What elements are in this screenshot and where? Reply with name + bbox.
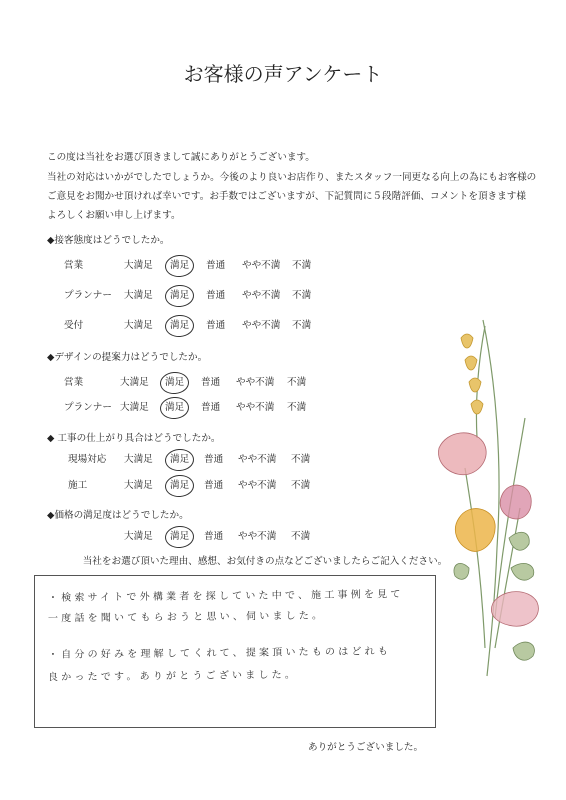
option-dissatisfied[interactable]: 不満 [292, 320, 312, 331]
row-label: 営業 [64, 260, 84, 271]
option-dissatisfied[interactable]: 不満 [287, 402, 307, 413]
intro-line-2: 当社の対応はいかがでしたでしょうか。今後のより良いお店作り、またスタッフ一同更なる向上の為にもお客様の [47, 172, 537, 183]
option-somewhat-dissatisfied[interactable]: やや不満 [242, 320, 281, 331]
option-dissatisfied[interactable]: 不満 [291, 454, 311, 465]
comment-line-1: ・検索サイトで外構業者を探していた中で、施工事例を見て [47, 589, 404, 604]
row-label: 現場対応 [68, 454, 107, 465]
section-heading-price: ◆価格の満足度はどうでしたか。 [47, 510, 189, 521]
option-very-satisfied[interactable]: 大満足 [120, 402, 149, 413]
option-satisfied[interactable]: 満足 [170, 478, 189, 494]
comment-prompt: 当社をお選び頂いた理由、感想、お気付きの点などございましたらご記入ください。 [82, 556, 448, 567]
rating-row [0, 288, 566, 306]
option-somewhat-dissatisfied[interactable]: やや不満 [242, 260, 281, 271]
option-very-satisfied[interactable]: 大満足 [120, 377, 149, 388]
option-very-satisfied[interactable]: 大満足 [124, 531, 153, 542]
section-heading-design: ◆デザインの提案力はどうでしたか。 [47, 352, 208, 363]
option-satisfied[interactable]: 満足 [170, 529, 189, 545]
option-very-satisfied[interactable]: 大満足 [124, 320, 153, 331]
option-somewhat-dissatisfied[interactable]: やや不満 [238, 454, 277, 465]
row-label: プランナー [64, 402, 112, 413]
option-very-satisfied[interactable]: 大満足 [124, 260, 153, 271]
option-neutral[interactable]: 普通 [204, 480, 224, 491]
option-neutral[interactable]: 普通 [206, 320, 226, 331]
option-very-satisfied[interactable]: 大満足 [124, 454, 153, 465]
section-heading-construction: ◆ 工事の仕上がり具合はどうでしたか。 [47, 433, 221, 444]
flower-illustration [425, 318, 565, 678]
option-somewhat-dissatisfied[interactable]: やや不満 [236, 377, 275, 388]
option-neutral[interactable]: 普通 [201, 402, 221, 413]
option-satisfied[interactable]: 満足 [170, 288, 189, 304]
row-label: 受付 [64, 320, 84, 331]
option-satisfied[interactable]: 満足 [165, 375, 184, 391]
option-somewhat-dissatisfied[interactable]: やや不満 [242, 290, 281, 301]
row-label: 営業 [64, 377, 84, 388]
comment-line-4: 良かったです。ありがとうございました。 [47, 669, 299, 684]
option-very-satisfied[interactable]: 大満足 [124, 290, 153, 301]
option-dissatisfied[interactable]: 不満 [292, 260, 312, 271]
option-dissatisfied[interactable]: 不満 [291, 480, 311, 491]
option-neutral[interactable]: 普通 [201, 377, 221, 388]
option-dissatisfied[interactable]: 不満 [291, 531, 311, 542]
option-satisfied[interactable]: 満足 [170, 452, 189, 468]
intro-line-4: よろしくお願い申し上げます。 [47, 210, 181, 221]
option-neutral[interactable]: 普通 [204, 454, 224, 465]
option-very-satisfied[interactable]: 大満足 [124, 480, 153, 491]
rating-row [0, 258, 566, 276]
option-neutral[interactable]: 普通 [204, 531, 224, 542]
option-dissatisfied[interactable]: 不満 [292, 290, 312, 301]
option-somewhat-dissatisfied[interactable]: やや不満 [238, 480, 277, 491]
intro-line-1: この度は当社をお選び頂きまして誠にありがとうございます。 [47, 152, 315, 163]
row-label: 施工 [68, 480, 88, 491]
option-neutral[interactable]: 普通 [206, 260, 226, 271]
option-satisfied[interactable]: 満足 [170, 258, 189, 274]
closing-text: ありがとうございました。 [308, 742, 424, 753]
comment-line-3: ・自分の好みを理解してくれて、提案頂いたものはどれも [47, 646, 392, 661]
option-neutral[interactable]: 普通 [206, 290, 226, 301]
option-dissatisfied[interactable]: 不満 [287, 377, 307, 388]
option-satisfied[interactable]: 満足 [170, 318, 189, 334]
option-somewhat-dissatisfied[interactable]: やや不満 [236, 402, 275, 413]
comment-line-2: 一度話を聞いてもらおうと思い、伺いました。 [47, 610, 326, 625]
row-label: プランナー [64, 290, 112, 301]
option-satisfied[interactable]: 満足 [165, 400, 184, 416]
option-somewhat-dissatisfied[interactable]: やや不満 [238, 531, 277, 542]
section-heading-reception: ◆接客態度はどうでしたか。 [47, 235, 170, 246]
intro-line-3: ご意見をお聞かせ頂ければ幸いです。お手数ではございますが、下記質問に５段階評価、コメントを頂きます様 [47, 191, 526, 202]
page-title: お客様の声アンケート [183, 62, 383, 86]
